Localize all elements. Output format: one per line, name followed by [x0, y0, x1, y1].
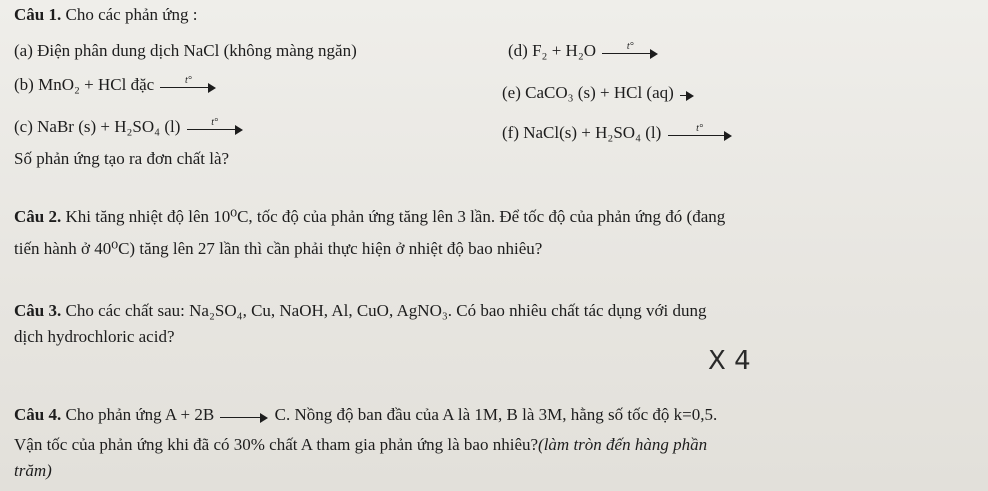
q4-title: Câu 4. [14, 405, 62, 424]
q4-text-2: Vận tốc của phản ứng khi đã có 30% chất A tham gia phản ứng là bao nhiêu? [14, 435, 539, 454]
q3-line-1 [14, 300, 707, 322]
q1-reaction-c [14, 116, 245, 138]
arrow-shaft [220, 417, 262, 418]
q2-line-2: tiến hành ở 40⁰C) tăng lên 27 lần thì cần phải thực hiện ở nhiệt độ bao nhiêu? [14, 239, 543, 258]
reaction-arrow [187, 117, 243, 135]
q1-e-lhs: CaCO₃ (s) + HCl (aq) [525, 83, 674, 102]
handwritten-note: X 4 [708, 346, 751, 376]
q4-note-1: (làm tròn đến hàng phần [538, 435, 708, 454]
q1-question: Số phản ứng tạo ra đơn chất là? [14, 149, 230, 168]
q1-e-label: (e) [502, 83, 521, 102]
q1-d-lhs: F₂ + H₂O [532, 41, 597, 60]
reaction-arrow [668, 123, 732, 141]
q4-line-3: trăm) [14, 461, 52, 480]
arrow-head-icon [686, 91, 694, 101]
q1-f-lhs: NaCl(s) + H₂SO₄ (l) [523, 123, 662, 142]
q1-title: Câu 1. [14, 5, 62, 24]
q2-title: Câu 2. [14, 207, 62, 226]
arrow-condition: t° [626, 41, 634, 53]
q4-line-2 [14, 434, 707, 456]
reaction-arrow [220, 409, 268, 423]
q3-line-2: dịch hydrochloric acid? [14, 327, 175, 346]
q4-lhs: Cho phản ứng A + 2B [65, 405, 215, 424]
reaction-arrow [160, 75, 216, 93]
q1-f-label: (f) [502, 123, 519, 142]
q1-intro: Cho các phản ứng : [65, 5, 198, 24]
arrow-shaft [160, 87, 210, 88]
q1-d-label: (d) [508, 41, 528, 60]
arrow-head-icon [208, 83, 216, 93]
reaction-arrow [602, 41, 658, 59]
arrow-head-icon [260, 413, 268, 423]
arrow-head-icon [650, 49, 658, 59]
arrow-condition: t° [185, 75, 192, 87]
q4-rhs: C. Nồng độ ban đầu của A là 1M, B là 3M, hằng số tốc độ k=0,5. [274, 405, 718, 424]
q2-line-1 [14, 206, 725, 228]
arrow-head-icon [235, 125, 243, 135]
q1-reaction-f [502, 122, 734, 144]
q1-reaction-a [14, 40, 357, 62]
arrow-shaft [602, 53, 652, 54]
q1-reaction-e [502, 82, 696, 104]
q1-a-text: Điện phân dung dịch NaCl (không màng ngăn) [37, 41, 357, 60]
q1-reaction-b [14, 74, 218, 96]
arrow-shaft [668, 135, 726, 136]
q1-reaction-d [508, 40, 660, 62]
reaction-arrow [680, 87, 694, 101]
q1-b-lhs: MnO₂ + HCl đặc [38, 75, 155, 94]
arrow-head-icon [724, 131, 732, 141]
q3-title: Câu 3. [14, 301, 62, 320]
q1-a-label: (a) [14, 41, 33, 60]
q2-text-1: Khi tăng nhiệt độ lên 10⁰C, tốc độ của phản ứng tăng lên 3 lần. Để tốc độ của phản ứng đó (đang [65, 207, 726, 226]
q1-c-label: (c) [14, 117, 33, 136]
arrow-condition: t° [211, 117, 219, 129]
q1-b-label: (b) [14, 75, 34, 94]
q4-line-1 [14, 404, 717, 426]
q3-text-1: Cho các chất sau: Na₂SO₄, Cu, NaOH, Al, CuO, AgNO₃. Có bao nhiêu chất tác dụng với dung [65, 301, 707, 320]
q1-heading [14, 4, 197, 26]
arrow-shaft [187, 129, 237, 130]
arrow-condition: t° [696, 123, 703, 135]
q1-c-lhs: NaBr (s) + H₂SO₄ (l) [37, 117, 181, 136]
